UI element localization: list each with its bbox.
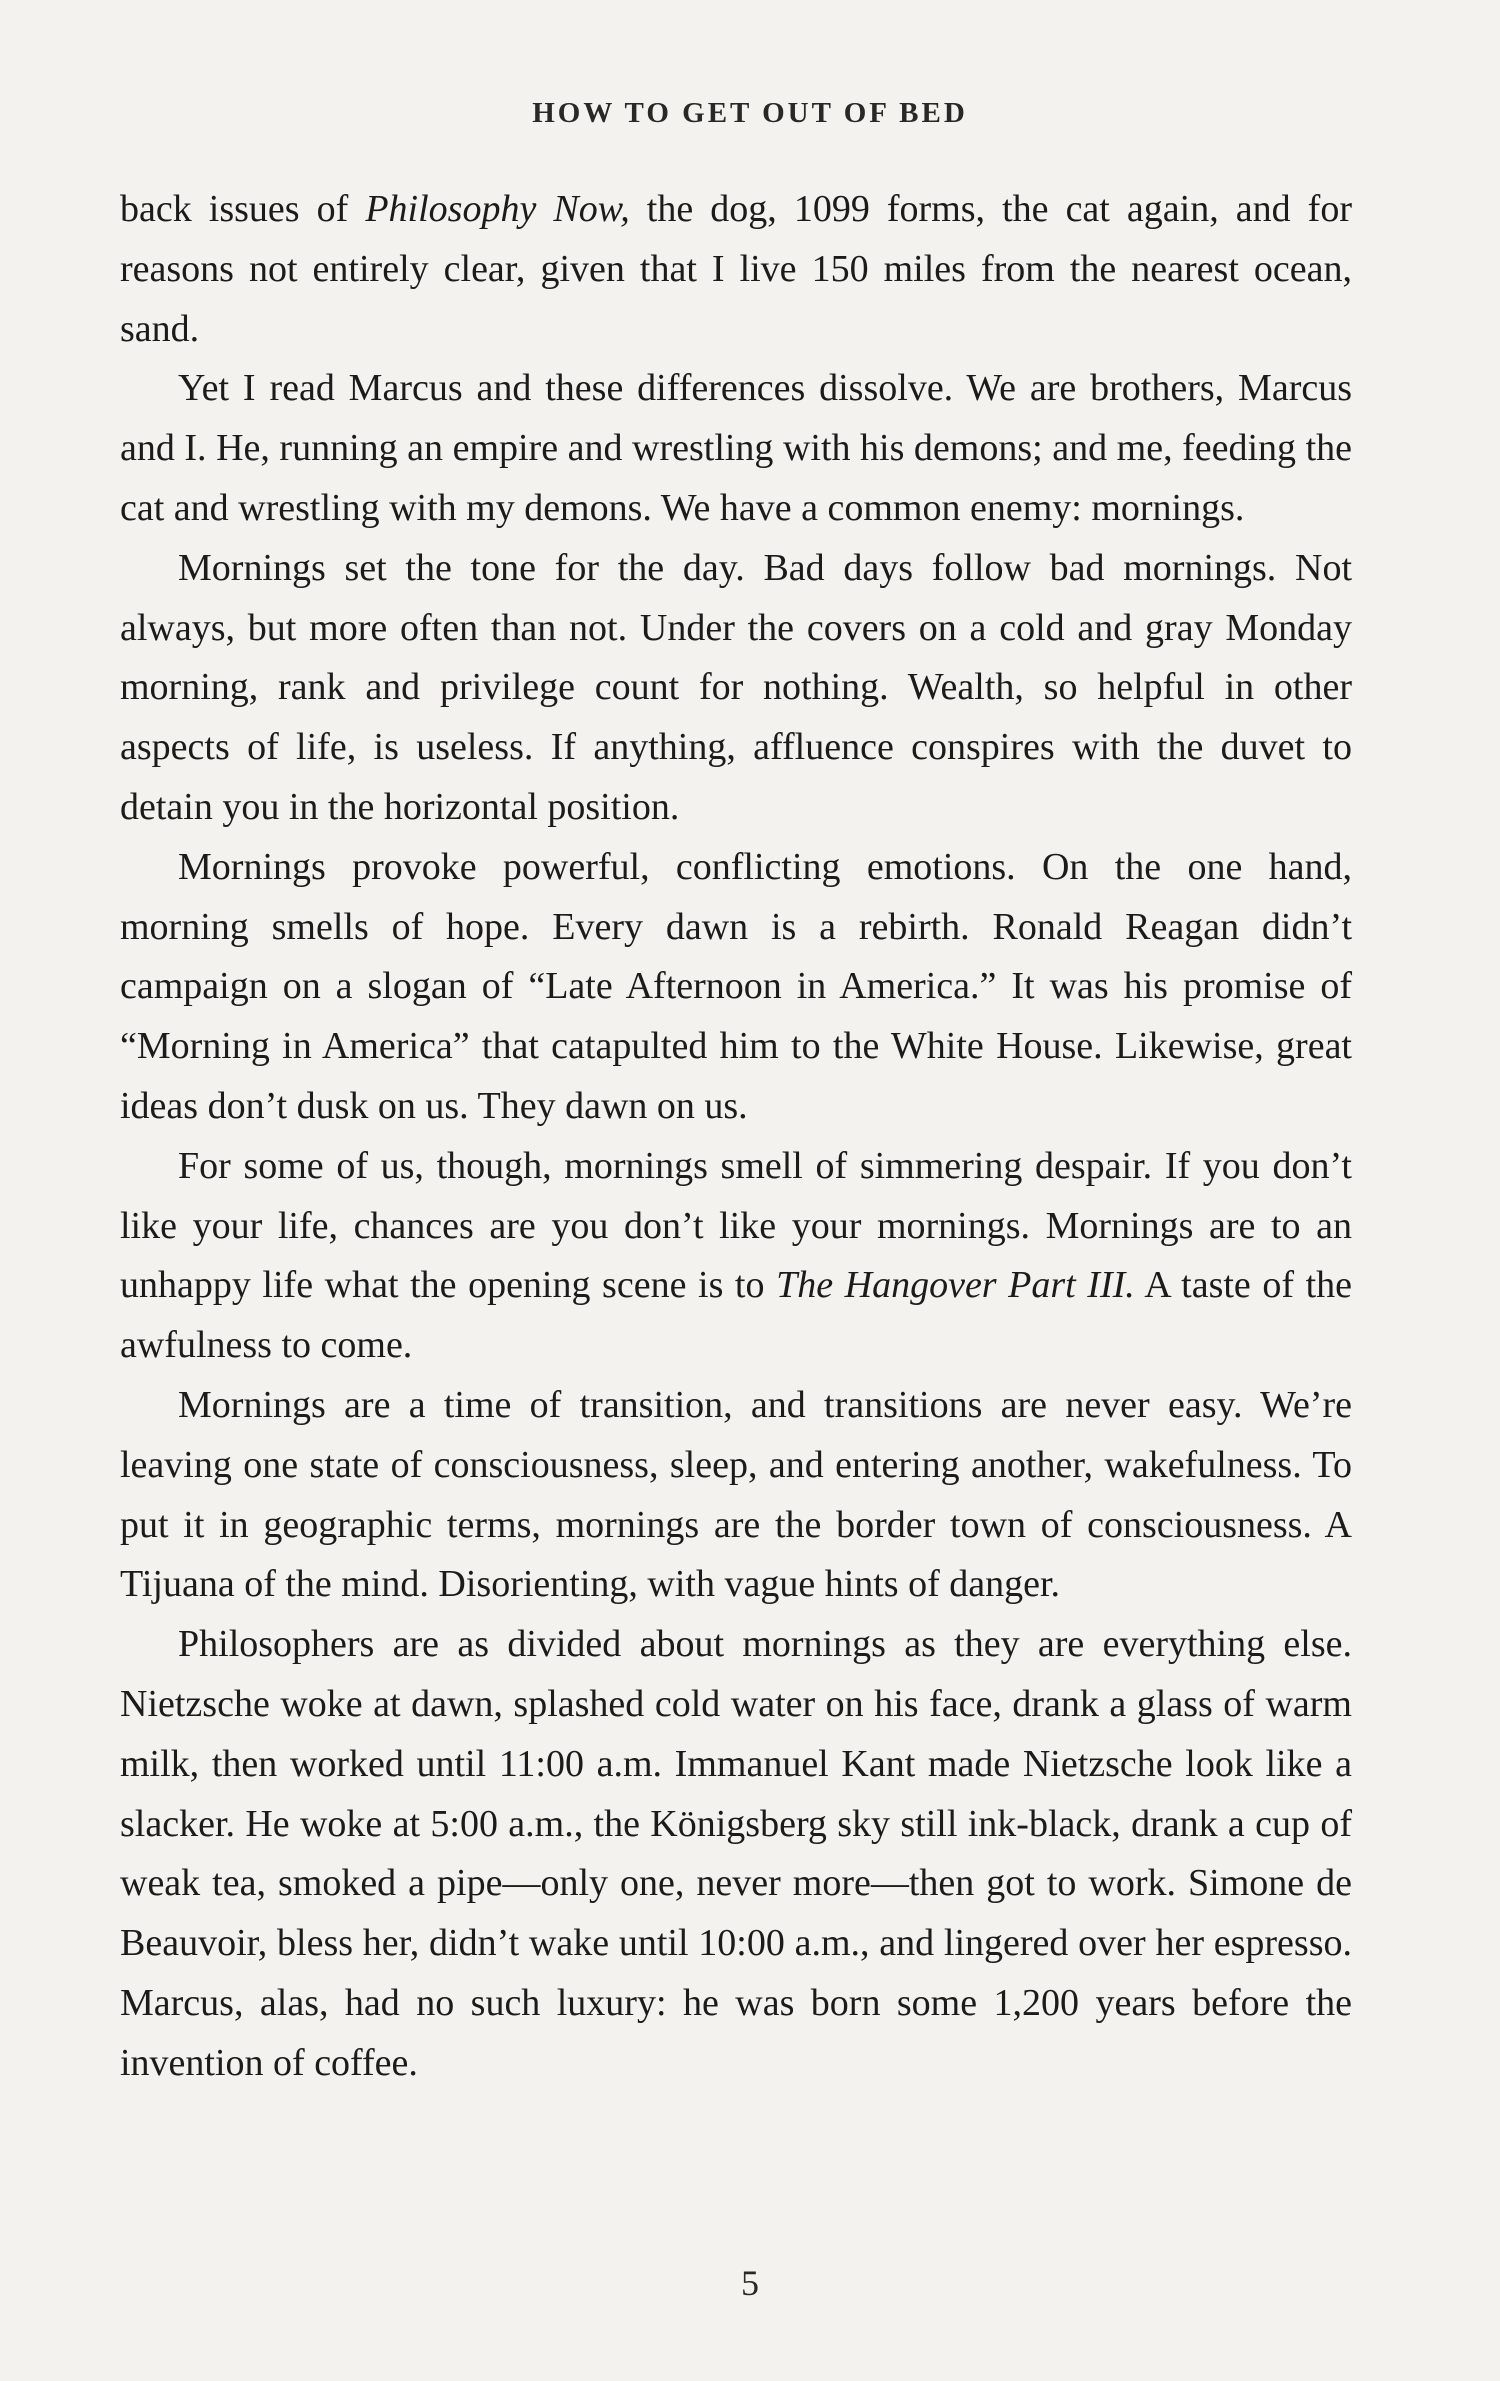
- paragraph-7: Philosophers are as divided about mornings as they are everything else. Nietzsche woke at dawn, splashed cold water on his face, drank a glass of warm milk, then worked until 11:00 a.m. Immanuel Kant made Nietzsche look like a slacker. He woke at 5:00 a.m., the Königsberg sky still ink-black, drank a cup of weak tea, smoked a pipe—only one, never more—then got to work. Simone de Beauvoir, bless her, didn’t wake until 10:00 a.m., and lingered over her espresso. Marcus, alas, had no such luxury: he was born some 1,200 years before the invention of coffee.: [120, 1623, 1352, 2084]
- paragraph-1: [120, 180, 1352, 359]
- page-number: 5: [741, 2263, 759, 2303]
- paragraph-5: [120, 1137, 1352, 1376]
- paragraph-1-italic: Philosophy Now,: [365, 188, 630, 230]
- paragraph-3: Mornings set the tone for the day. Bad days follow bad mornings. Not always, but more often than not. Under the covers on a cold and gray Monday morning, rank and privilege count for nothing. Wealth, so helpful in other aspects of life, is useless. If anything, affluence conspires with the duvet to detain you in the horizontal position.: [120, 546, 1352, 828]
- body-text: [120, 180, 1352, 2094]
- paragraph-6: Mornings are a time of transition, and transitions are never easy. We’re leaving one state of consciousness, sleep, and entering another, wakefulness. To put it in geographic terms, mornings are the border town of consciousness. A Tijuana of the mind. Disorienting, with vague hints of danger.: [120, 1383, 1352, 1606]
- paragraph-5-italic: The Hangover Part III.: [776, 1264, 1135, 1307]
- paragraph-5-text-a: For some of us, though, mornings smell of simmering despair. If you don’t like your life, chances are you don’t like your mornings. Mornings are to an unhappy life what the opening scene is to: [120, 1144, 1352, 1307]
- running-head: HOW TO GET OUT OF BED: [532, 97, 968, 129]
- paragraph-1-text-a: back issues of: [120, 188, 366, 230]
- paragraph-5-text-b: A taste of the awfulness to come.: [120, 1264, 1353, 1367]
- paragraph-2: Yet I read Marcus and these differences dissolve. We are brothers, Marcus and I. He, running an empire and wrestling with his demons; and me, feeding the cat and wrestling with my demons. We have a common enemy: mornings.: [120, 367, 1352, 529]
- paragraph-1-text-b: the dog, 1099 forms, the cat again, and for reasons not entirely clear, given that I live 150 miles from the nearest ocean, sand.: [120, 188, 1352, 350]
- paragraph-4: Mornings provoke powerful, conflicting emotions. On the one hand, morning smells of hope. Every dawn is a rebirth. Ronald Reagan didn’t campaign on a slogan of “Late Afternoon in America.” It was his promise of “Morning in America” that catapulted him to the White House. Likewise, great ideas don’t dusk on us. They dawn on us.: [120, 845, 1352, 1127]
